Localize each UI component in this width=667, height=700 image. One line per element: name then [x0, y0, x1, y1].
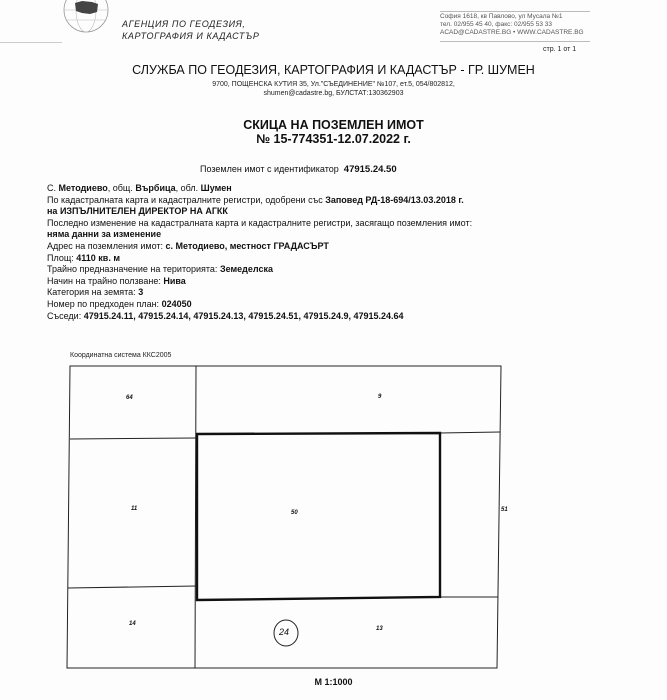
document-title: СКИЦА НА ПОЗЕМЛЕН ИМОТ: [243, 118, 424, 132]
approval-label: По кадастралната карта и кадастралните регистри, одобрени със: [47, 194, 323, 205]
subject-parcel-outline: [197, 433, 440, 600]
purpose-value: Земеделска: [219, 264, 273, 275]
parcel-label-11: 11: [131, 506, 138, 512]
contact-address: София 1618, кв Павлово, ул Мусала №1: [440, 13, 563, 20]
parcel-label-13: 13: [376, 626, 383, 632]
agency-line-2: КАРТОГРАФИЯ И КАДАСТЪР: [122, 31, 260, 41]
parcel-label-50: 50: [291, 510, 298, 516]
last-change-label: Последно изменение на кадастралната карта и кадастралните регистри, засягащо поземления имот:: [47, 217, 473, 228]
area-label: Площ:: [47, 252, 74, 263]
category-label: Категория на земята:: [47, 287, 136, 298]
office-name: СЛУЖБА ПО ГЕОДЕЗИЯ, КАРТОГРАФИЯ И КАДАСТЪР - ГР. ШУМЕН: [132, 63, 535, 77]
document-number: № 15-774351-12.07.2022 г.: [256, 132, 411, 146]
municipality: Върбица: [135, 183, 176, 193]
contact-phone: тел. 02/955 45 40, факс: 02/955 53 33: [440, 21, 552, 28]
approval-order: Заповед РД-18-694/13.03.2018 г.: [325, 194, 464, 205]
prev-plan-label: Номер по предходен план:: [47, 298, 160, 309]
neighbours-label: Съседи:: [47, 310, 82, 321]
parcel-label-64: 64: [126, 395, 133, 401]
parcel-label-9: 9: [378, 394, 382, 400]
office-address-line-2: shumen@cadastre.bg, БУЛСТАТ:130362903: [263, 90, 404, 97]
coordinate-system: Координатна система ККС2005: [70, 352, 172, 359]
parcel-label-14: 14: [129, 621, 136, 627]
approval-authority: на ИЗПЪЛНИТЕЛЕН ДИРЕКТОР НА АГКК: [47, 206, 228, 217]
address-value: с. Методиево, местност ГРАДАСЪРТ: [165, 240, 329, 251]
identifier-value: 47915.24.50: [343, 164, 397, 175]
municipality-prefix: , общ.: [107, 183, 133, 193]
last-change-value: няма данни за изменение: [47, 229, 162, 240]
address-label: Адрес на поземления имот:: [47, 240, 164, 251]
category-value: 3: [138, 287, 144, 298]
map-scale: М 1:1000: [314, 677, 353, 687]
contact-web: ACAD@CADASTRE.BG • WWW.CADASTRE.BG: [440, 29, 584, 36]
block-number: 24: [279, 627, 290, 637]
region: Шумен: [200, 183, 232, 193]
identifier-label: Поземлен имот с идентификатор: [200, 164, 339, 174]
region-prefix: , обл.: [175, 183, 199, 193]
office-address-line-1: 9700, ПОЩЕНСКА КУТИЯ 35, Ул."СЪЕДИНЕНИЕ" №107, ет.5, 054/802812,: [212, 81, 455, 88]
parcel-label-51: 51: [501, 507, 508, 513]
usage-value: Нива: [163, 275, 186, 286]
neighbours-value: 47915.24.11, 47915.24.14, 47915.24.13, 47915.24.51, 47915.24.9, 47915.24.64: [83, 310, 404, 321]
area-value: 4110 кв. м: [76, 252, 120, 263]
usage-label: Начин на трайно ползване:: [47, 275, 161, 286]
village-prefix: С.: [47, 183, 56, 193]
agency-line-1: АГЕНЦИЯ ПО ГЕОДЕЗИЯ,: [122, 19, 246, 29]
village: Методиево: [58, 183, 108, 193]
prev-plan-value: 024050: [161, 298, 192, 309]
page-number: стр. 1 от 1: [543, 46, 577, 53]
purpose-label: Трайно предназначение на територията:: [47, 264, 218, 275]
